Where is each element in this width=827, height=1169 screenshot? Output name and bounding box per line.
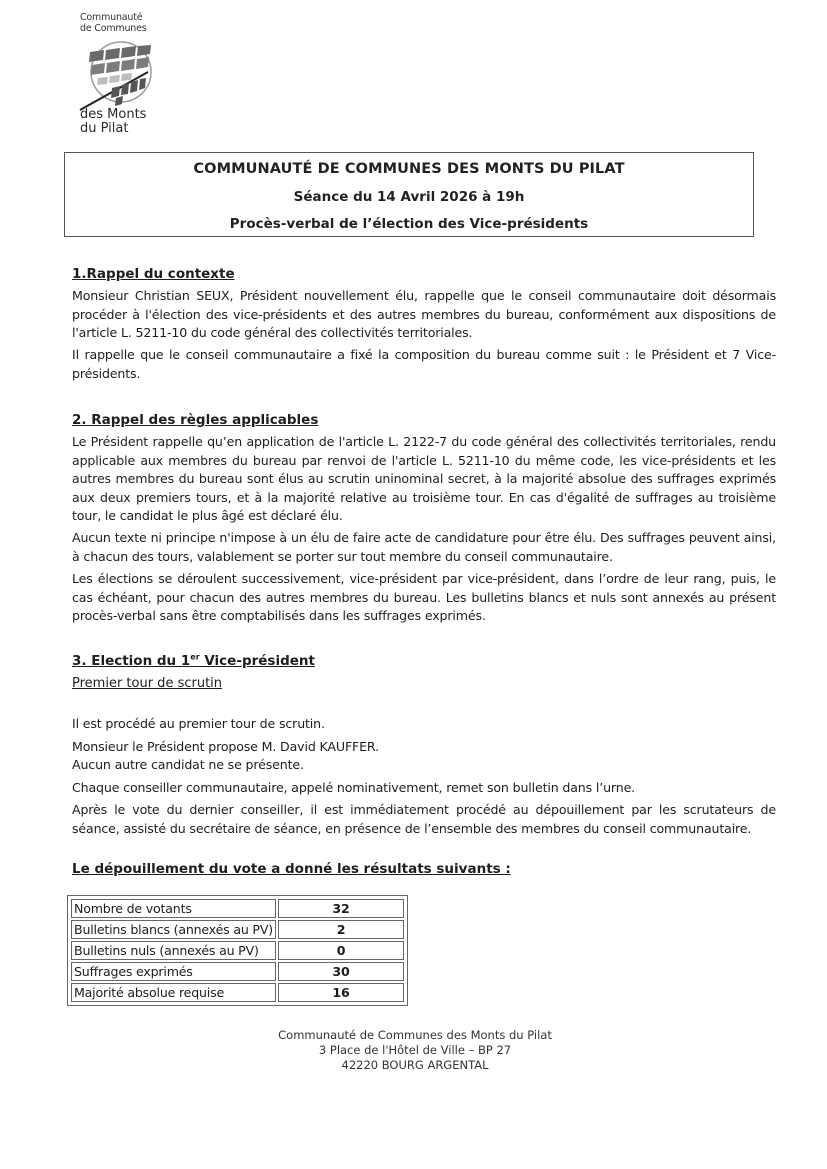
logo-text-line: Communauté <box>80 12 143 23</box>
section-3-title-prefix: 3. Election du 1 <box>72 653 191 669</box>
ordinal-superscript: er <box>190 652 200 662</box>
section-2-paragraph-2: Aucun texte ni principe n'impose à un élu de faire acte de candidature pour être élu. Des suffrages peuvent ainsi, à chacun des tours, valablement se porter sur tout membre du conseil communautaire. <box>72 530 776 564</box>
ballot-round-subtitle: Premier tour de scrutin <box>72 676 223 691</box>
section-3-title <box>72 653 315 669</box>
footer-address: 3 Place de l'Hôtel de Ville – BP 27 <box>318 1043 512 1057</box>
section-3-title-suffix: Vice-président <box>199 653 315 669</box>
document-subject: Procès-verbal de l’élection des Vice-présidents <box>229 216 589 232</box>
table-row <box>71 941 404 960</box>
result-value: 2 <box>278 920 404 939</box>
result-label: Bulletins nuls (annexés au PV) <box>71 941 276 960</box>
page-footer <box>200 1028 630 1073</box>
section-3-line-3: Aucun autre candidat ne se présente. <box>72 757 304 772</box>
result-value: 30 <box>278 962 404 981</box>
section-2-paragraph-1: Le Président rappelle qu’en application de l'article L. 2122-7 du code général des collectivités territoriales, rendu applicable aux membres du bureau par renvoi de l'article L. 5211-10 du même code, les vice-présidents et les autres membres du bureau sont élus au scrutin uninominal secret, à la majorité absolue des suffrages exprimés aux deux premiers tours, et à la majorité relative au troisième tour. En cas d'égalité de suffrages au troisième tour, le candidat le plus âgé est déclaré élu. <box>72 434 776 523</box>
section-1-paragraph-1: Monsieur Christian SEUX, Président nouvellement élu, rappelle que le conseil communautaire doit désormais procéder à l'élection des vice-présidents et des autres membres du bureau, conformément aux dispositions de l'article L. 5211-10 du code général des collectivités territoriales. <box>72 288 776 340</box>
result-value: 32 <box>278 899 404 918</box>
section-1-title: 1.Rappel du contexte <box>72 266 235 282</box>
logo-text-line: du Pilat <box>80 121 129 136</box>
organization-logo <box>76 10 166 138</box>
logo-top-text <box>80 12 170 34</box>
result-label: Bulletins blancs (annexés au PV) <box>71 920 276 939</box>
mountain-grid-logo-icon <box>76 38 166 116</box>
section-2-paragraph-3: Les élections se déroulent successivement, vice-président par vice-président, dans l’ordre de leur rang, puis, le cas échéant, pour chacun des autres membres du bureau. Les bulletins blancs et nuls sont annexés au présent procès-verbal sans être comptabilisés dans les suffrages exprimés. <box>72 571 776 623</box>
result-label: Nombre de votants <box>71 899 276 918</box>
result-label: Majorité absolue requise <box>71 983 276 1002</box>
result-value: 0 <box>278 941 404 960</box>
results-table <box>67 895 408 1006</box>
document-title: COMMUNAUTÉ DE COMMUNES DES MONTS DU PILAT <box>193 161 625 177</box>
document-header-box <box>64 152 754 237</box>
table-row <box>71 983 404 1002</box>
logo-text-line: de Communes <box>80 23 147 34</box>
results-title: Le dépouillement du vote a donné les résultats suivants : <box>72 861 511 877</box>
table-row <box>71 920 404 939</box>
table-row <box>71 962 404 981</box>
result-value: 16 <box>278 983 404 1002</box>
footer-organization: Communauté de Communes des Monts du Pilat <box>278 1028 552 1042</box>
section-3-line-1: Il est procédé au premier tour de scrutin. <box>72 716 325 731</box>
footer-city: 42220 BOURG ARGENTAL <box>341 1058 489 1072</box>
table-row <box>71 899 404 918</box>
logo-text-line: des Monts <box>80 107 147 122</box>
section-2-title: 2. Rappel des règles applicables <box>72 412 319 428</box>
section-3-line-2: Monsieur le Président propose M. David KAUFFER. <box>72 739 379 754</box>
section-1-paragraph-2: Il rappelle que le conseil communautaire a fixé la composition du bureau comme suit : le Président et 7 Vice-présidents. <box>72 347 776 381</box>
session-date: Séance du 14 Avril 2026 à 19h <box>293 189 525 205</box>
logo-bottom-text <box>80 108 170 136</box>
section-3-line-4: Chaque conseiller communautaire, appelé nominativement, remet son bulletin dans l’urne. <box>72 780 636 795</box>
section-3-paragraph-5: Après le vote du dernier conseiller, il est immédiatement procédé au dépouillement par les scrutateurs de séance, assisté du secrétaire de séance, en présence de l’ensemble des membres du conseil communautaire. <box>72 802 776 836</box>
result-label: Suffrages exprimés <box>71 962 276 981</box>
